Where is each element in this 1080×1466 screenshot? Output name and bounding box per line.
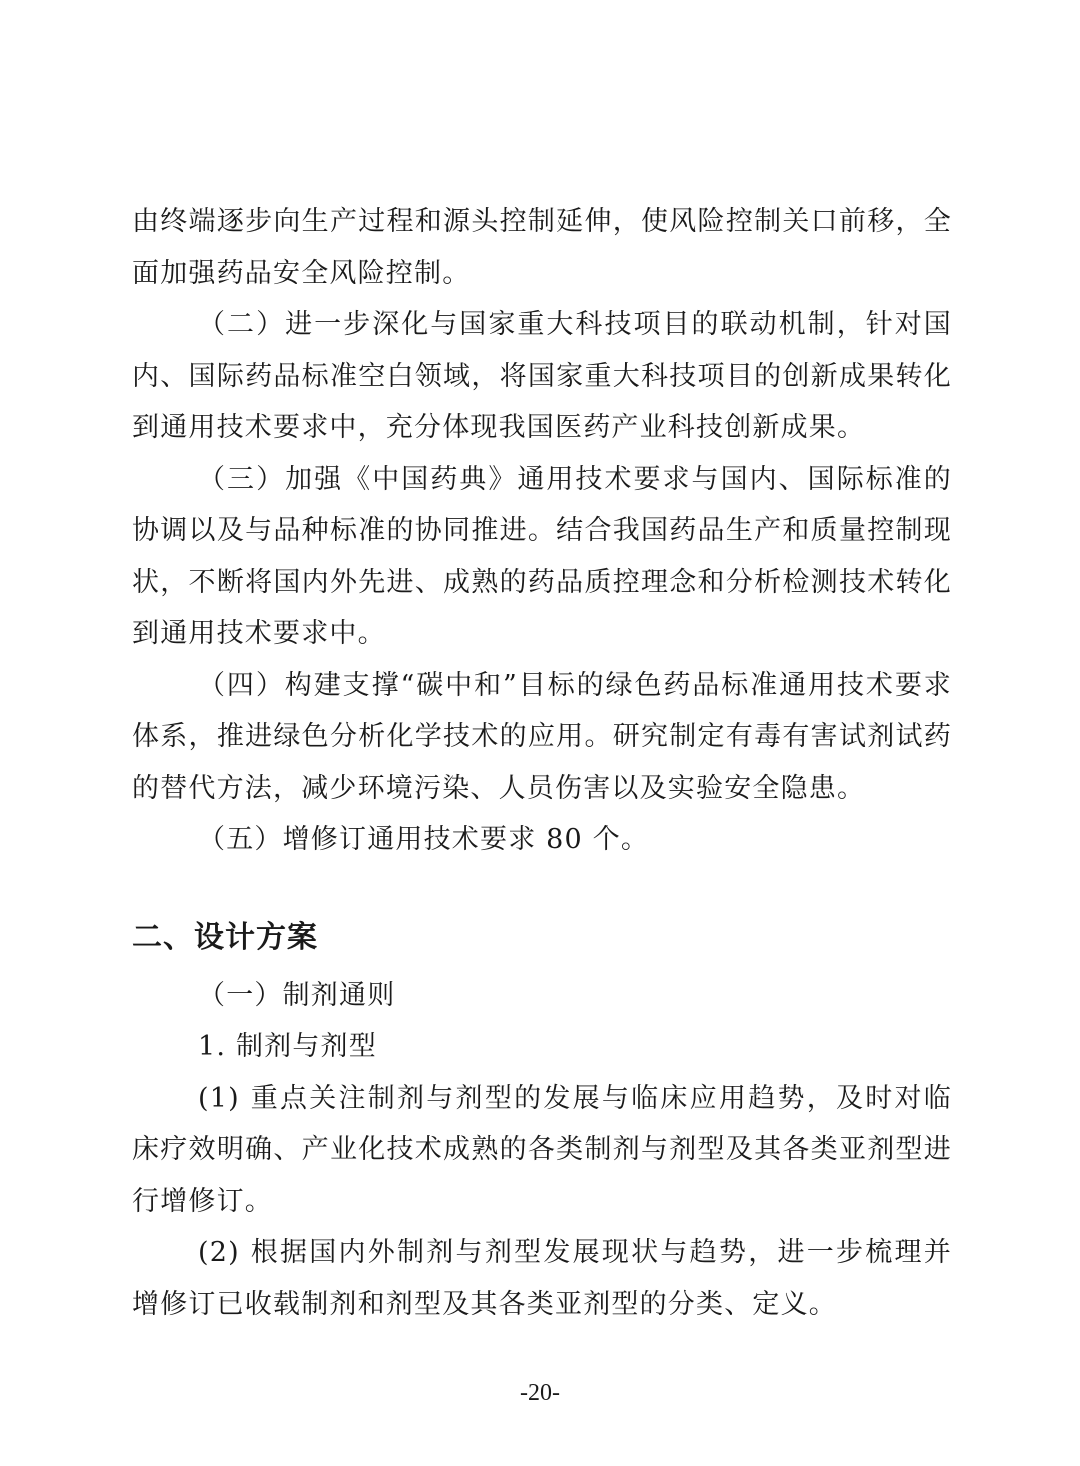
paragraph-continuation: 由终端逐步向生产过程和源头控制延伸，使风险控制关口前移，全面加强药品安全风险控制。 (132, 206, 952, 289)
document-body (132, 196, 952, 1330)
subsection-item-heading: 1. 制剂与剂型 (198, 1031, 377, 1062)
paragraph-item-2: （二）进一步深化与国家重大科技项目的联动机制，针对国内、国际药品标准空白领域，将国家重大科技项目的创新成果转化到通用技术要求中，充分体现我国医药产业科技创新成果。 (132, 309, 952, 443)
paragraph-item-4: （四）构建支撑“碳中和”目标的绿色药品标准通用技术要求体系，推进绿色分析化学技术的应用。研究制定有毒有害试剂试药的替代方法，减少环境污染、人员伤害以及实验安全隐患。 (132, 669, 952, 804)
paragraph-item-5: （五）增修订通用技术要求 80 个。 (198, 824, 650, 855)
page-number: -20- (520, 1380, 560, 1406)
paragraph-item-3: （三）加强《中国药典》通用技术要求与国内、国际标准的协调以及与品种标准的协同推进。结合我国药品生产和质量控制现状，不断将国内外先进、成熟的药品质控理念和分析检测技术转化到通用技术要求中。 (132, 463, 952, 649)
paragraph-sub-2: (2) 根据国内外制剂与剂型发展现状与趋势，进一步梳理并增修订已收载制剂和剂型及其各类亚剂型的分类、定义。 (132, 1237, 952, 1320)
section-spacer (132, 866, 952, 906)
section-heading: 二、设计方案 (132, 919, 318, 955)
subsection-heading: （一）制剂通则 (198, 979, 396, 1011)
paragraph-sub-1: (1) 重点关注制剂与剂型的发展与临床应用趋势，及时对临床疗效明确、产业化技术成熟的各类制剂与剂型及其各类亚剂型进行增修订。 (132, 1082, 952, 1217)
